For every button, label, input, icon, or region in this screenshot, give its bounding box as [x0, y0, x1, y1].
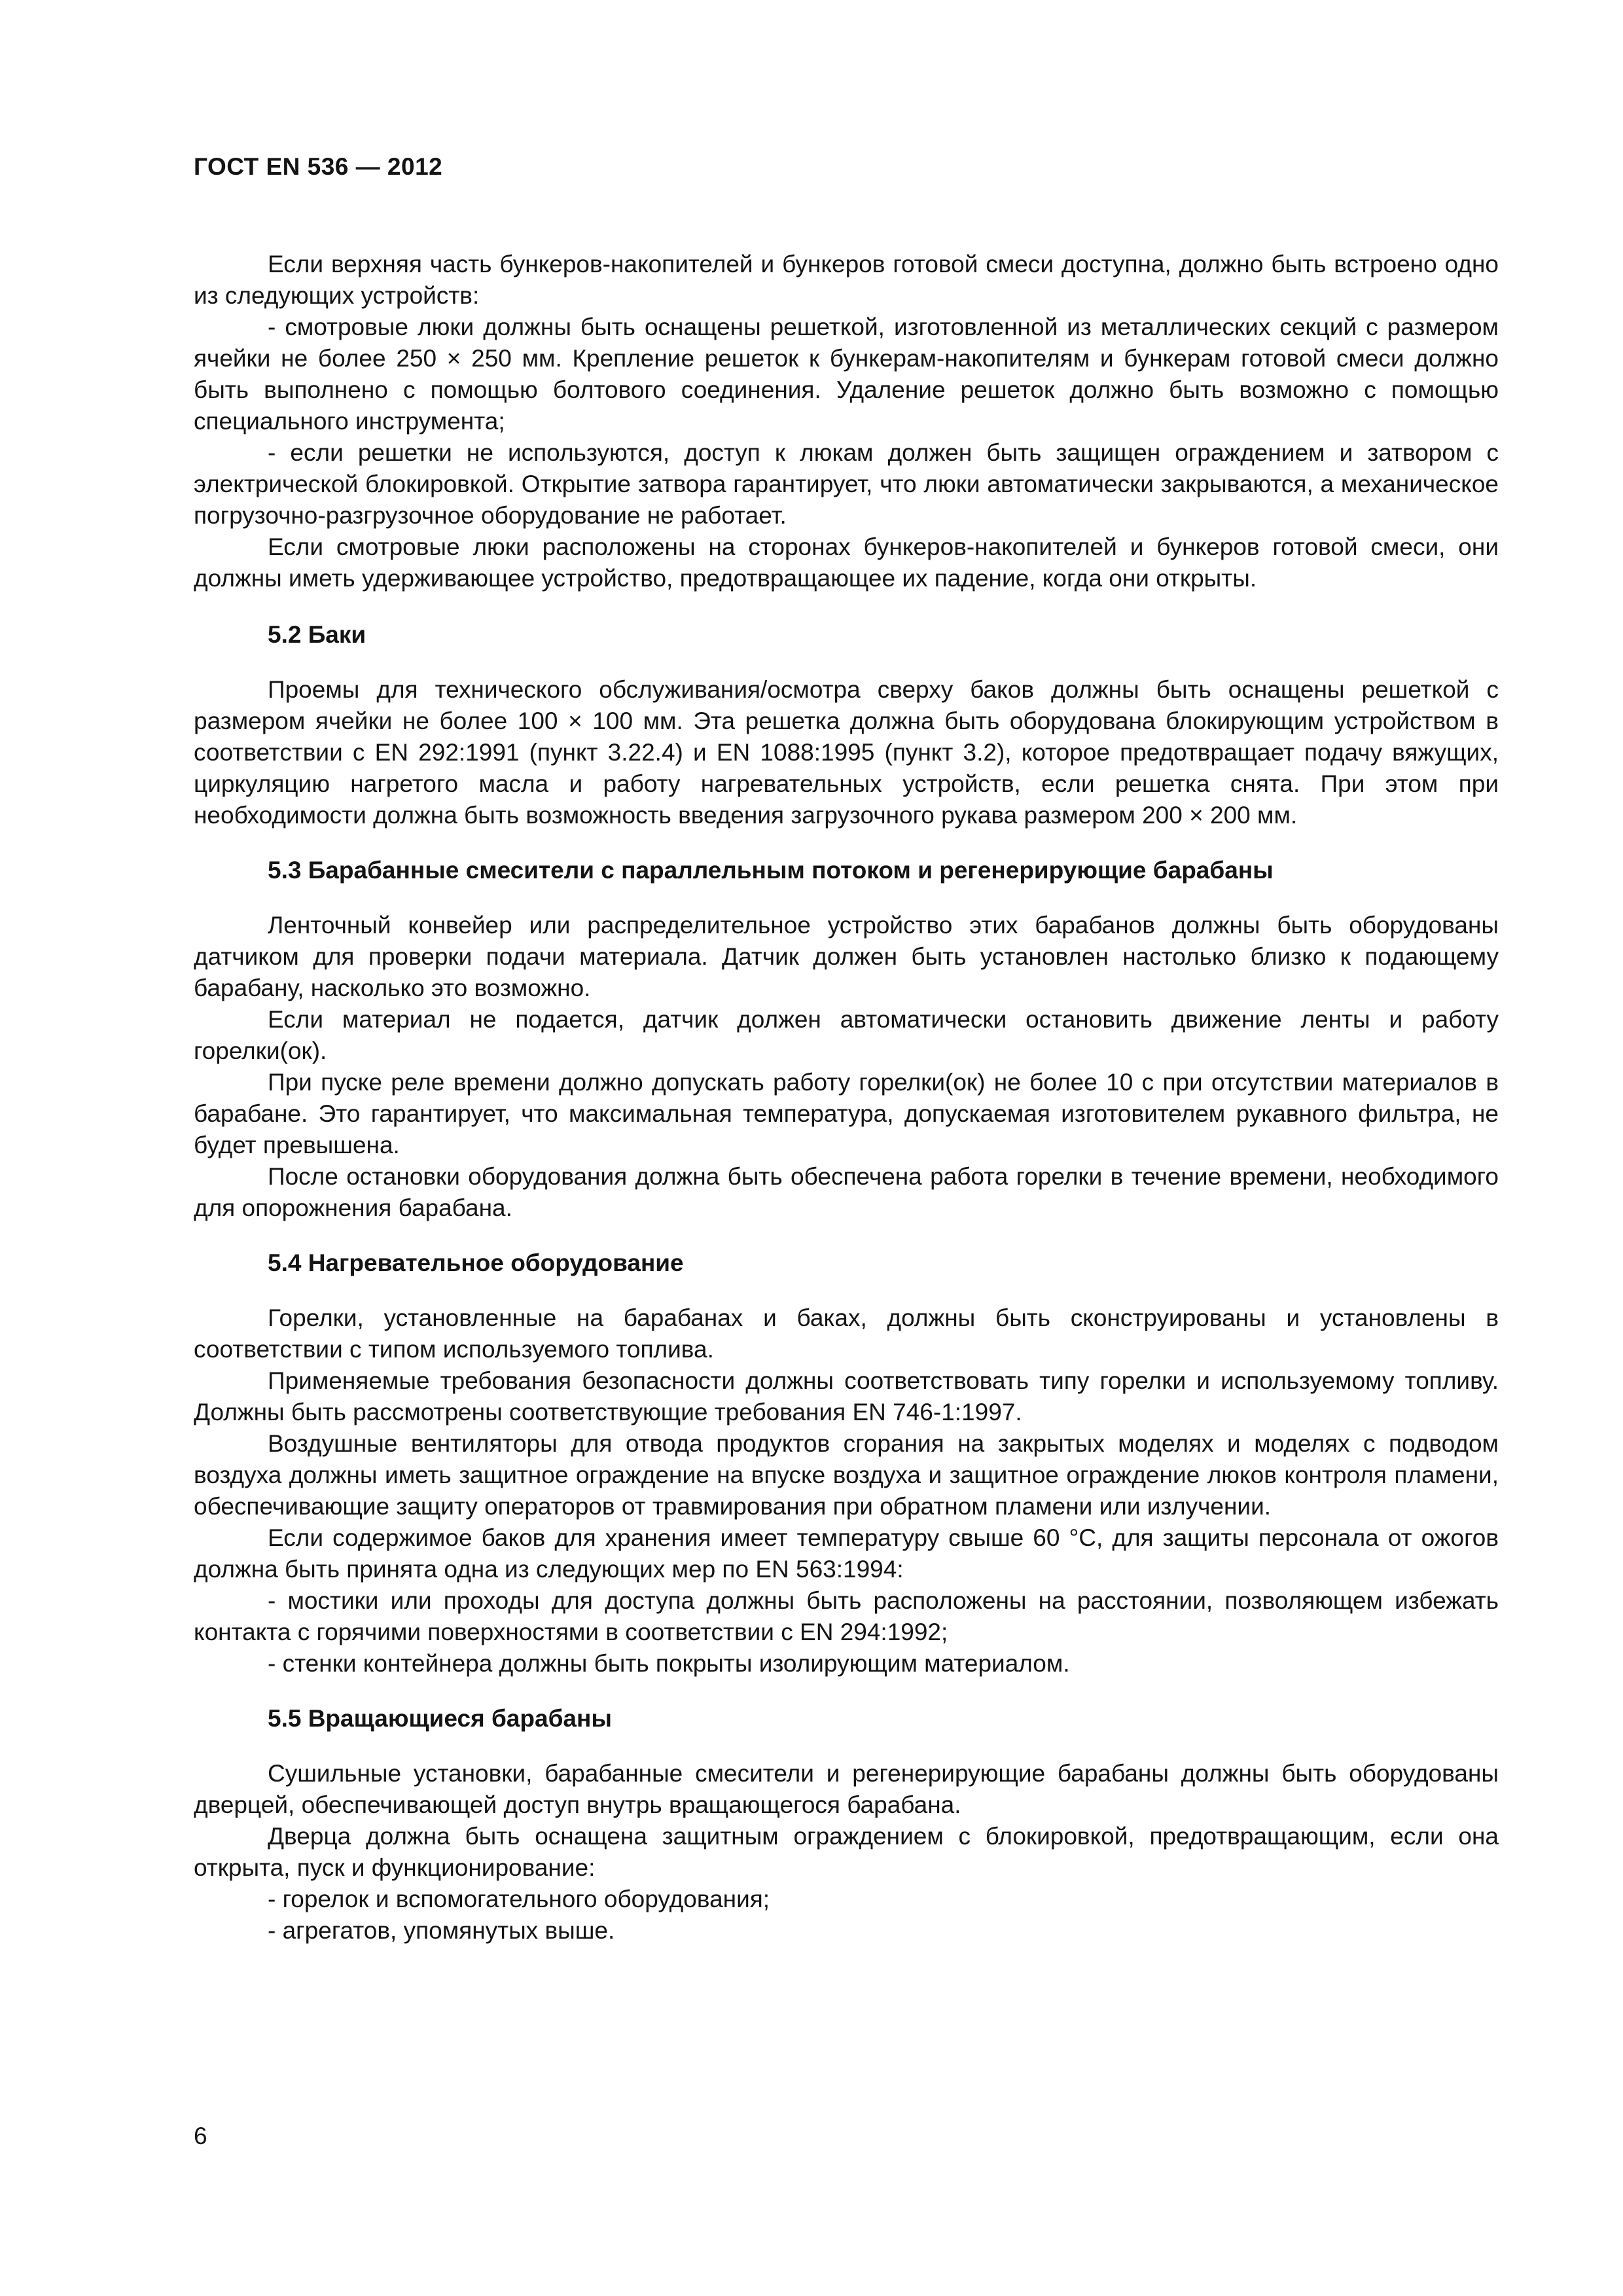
section-5-3-paragraph: После остановки оборудования должна быть обеспечена работа горелки в течение времени, необходимого для опорожнения барабана. — [194, 1163, 1499, 1221]
section-5-4-paragraph: Воздушные вентиляторы для отвода продуктов сгорания на закрытых моделях и моделях с подводом воздуха должны иметь защитное ограждение на впуске воздуха и защитное ограждение люков контроля пламени, обеспечивающие защиту операторов от травмирования при обратном пламени или излучении. — [194, 1430, 1499, 1520]
intro-list-item-1: - смотровые люки должны быть оснащены решеткой, изготовленной из металлических секций с размером ячейки не более 250 × 250 мм. Крепление решеток к бункерам-накопителям и бункерам готовой смеси должно быть выполнено с помощью болтового соединения. Удаление решеток должно быть возможно с помощью специального инструмента; — [194, 314, 1499, 435]
section-5-4-paragraph: Если содержимое баков для хранения имеет температуру свыше 60 °С, для защиты персонала от ожогов должна быть принята одна из следующих мер по EN 563:1994: — [194, 1524, 1499, 1583]
section-5-3-paragraph: При пуске реле времени должно допускать работу горелки(ок) не более 10 с при отсутствии материалов в барабане. Это гарантирует, что максимальная температура, допускаемая изготовителем рукавного фильтра, не будет превышена. — [194, 1069, 1499, 1158]
section-5-5-list-item: - горелок и вспомогательного оборудования; — [268, 1886, 770, 1912]
section-5-4-list-item: - мостики или проходы для доступа должны быть расположены на расстоянии, позволяющем избежать контакта с горячими поверхностями в соответствии с EN 294:1992; — [194, 1587, 1499, 1645]
intro-list-item-2: - если решетки не используются, доступ к люкам должен быть защищен ограждением и затвором с электрической блокировкой. Открытие затвора гарантирует, что люки автоматически закрываются, а механическое погрузочно-разгрузочное оборудование не работает. — [194, 439, 1499, 529]
section-5-5-list-item: - агрегатов, упомянутых выше. — [268, 1917, 615, 1944]
intro-paragraph-1: Если верхняя часть бункеров-накопителей и бункеров готовой смеси доступна, должно быть встроено одно из следующих устройств: — [194, 251, 1499, 309]
section-5-5-paragraph: Сушильные установки, барабанные смесители и регенерирующие барабаны должны быть оборудованы дверцей, обеспечивающей доступ внутрь вращающегося барабана. — [194, 1760, 1499, 1818]
section-5-3-paragraph: Если материал не подается, датчик должен автоматически остановить движение ленты и работу горелки(ок). — [194, 1006, 1499, 1064]
section-5-5-paragraph: Дверца должна быть оснащена защитным ограждением с блокировкой, предотвращающим, если она открыта, пуск и функционирование: — [194, 1823, 1499, 1881]
section-5-4-list-item: - стенки контейнера должны быть покрыты изолирующим материалом. — [268, 1650, 1070, 1677]
section-heading-5-4: 5.4 Нагревательное оборудование — [268, 1249, 684, 1276]
section-5-4-paragraph: Горелки, установленные на барабанах и баках, должны быть сконструированы и установлены в соответствии с типом используемого топлива. — [194, 1304, 1499, 1363]
document-header: ГОСТ EN 536 — 2012 — [194, 153, 443, 180]
document-body — [194, 249, 1499, 1946]
section-heading-5-3: 5.3 Барабанные смесители с параллельным потоком и регенерирующие барабаны — [268, 857, 1274, 884]
section-5-3-paragraph: Ленточный конвейер или распределительное устройство этих барабанов должны быть оборудованы датчиком для проверки подачи материала. Датчик должен быть установлен настолько близко к подающему барабану, насколько это возможно. — [194, 912, 1499, 1001]
section-5-2-paragraph: Проемы для технического обслуживания/осмотра сверху баков должны быть оснащены решеткой с размером ячейки не более 100 × 100 мм. Эта решетка должна быть оборудована блокирующим устройством в соответствии с EN 292:1991 (пункт 3.22.4) и EN 1088:1995 (пункт 3.2), которое предотвращает подачу вяжущих, циркуляцию нагретого масла и работу нагревательных устройств, если решетка снята. При этом при необходимости должна быть возможность введения загрузочного рукава размером 200 × 200 мм. — [194, 676, 1499, 829]
intro-paragraph-2: Если смотровые люки расположены на сторонах бункеров-накопителей и бункеров готовой смеси, они должны иметь удерживающее устройство, предотвращающее их падение, когда они открыты. — [194, 533, 1499, 592]
page-number: 6 — [194, 2123, 207, 2149]
section-heading-5-2: 5.2 Баки — [268, 621, 366, 648]
section-heading-5-5: 5.5 Вращающиеся барабаны — [268, 1705, 612, 1732]
section-5-4-paragraph: Применяемые требования безопасности должны соответствовать типу горелки и используемому топливу. Должны быть рассмотрены соответствующие требования EN 746-1:1997. — [194, 1367, 1499, 1426]
